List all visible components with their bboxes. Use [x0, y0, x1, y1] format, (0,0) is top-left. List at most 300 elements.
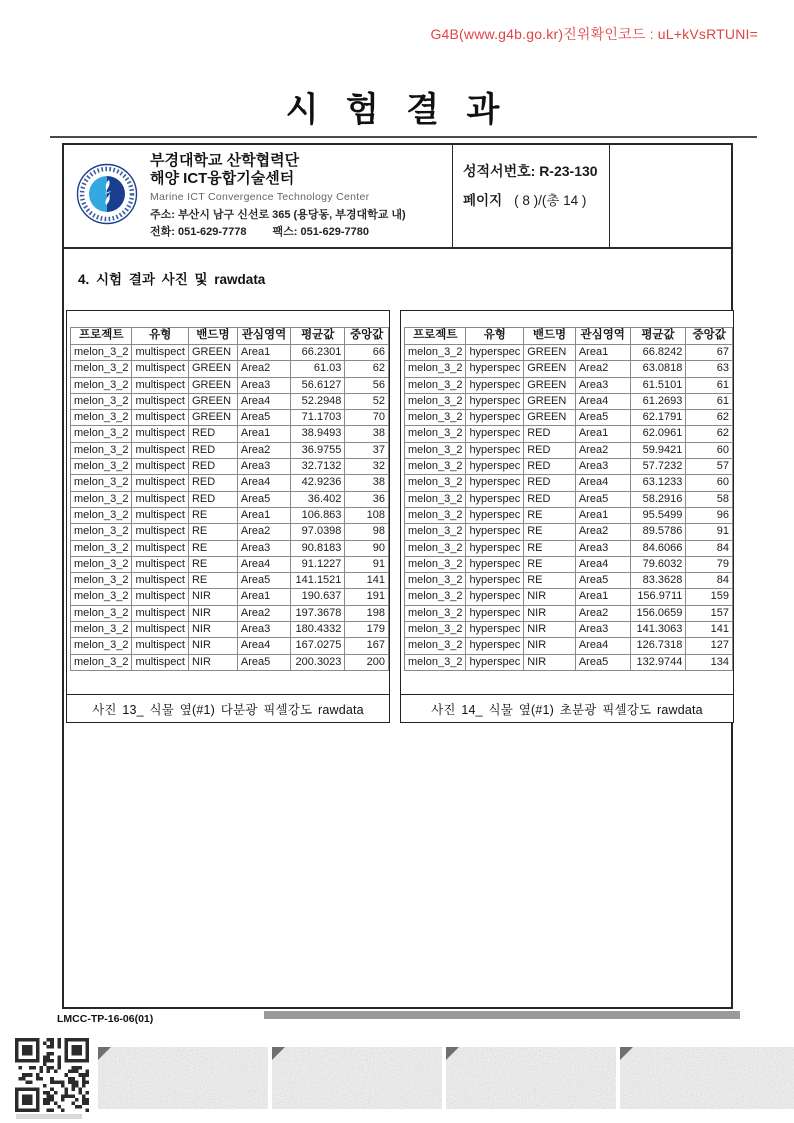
table-cell: Area1	[575, 589, 630, 605]
table-cell: Area4	[575, 475, 630, 491]
column-header: 중앙값	[345, 328, 389, 345]
table-cell: hyperspec	[466, 491, 524, 507]
table-cell: 38	[345, 475, 389, 491]
signature-strip-4	[620, 1047, 794, 1109]
table-cell: RE	[188, 540, 237, 556]
table-cell: 95.5499	[630, 507, 686, 523]
table-cell: 190.637	[291, 589, 345, 605]
org-name-line2: 해양 ICT융합기술센터	[150, 170, 295, 188]
table-cell: melon_3_2	[405, 524, 466, 540]
table-cell: melon_3_2	[405, 377, 466, 393]
table-cell: melon_3_2	[71, 393, 132, 409]
table-cell: 91.1227	[291, 556, 345, 572]
table-cell: 167	[345, 638, 389, 654]
table-cell: multispect	[132, 345, 189, 361]
table-cell: 62	[686, 426, 733, 442]
table-cell: Area3	[575, 622, 630, 638]
table-cell: multispect	[132, 573, 189, 589]
table-cell: melon_3_2	[71, 426, 132, 442]
table-cell: melon_3_2	[71, 589, 132, 605]
table-cell: melon_3_2	[71, 638, 132, 654]
table-cell: 84.6066	[630, 540, 686, 556]
page-title: 시 험 결 과	[285, 91, 509, 129]
table-cell: 200.3023	[291, 654, 345, 670]
table-cell: multispect	[132, 442, 189, 458]
table-row	[405, 605, 733, 621]
table-cell: multispect	[132, 426, 189, 442]
table-cell: hyperspec	[466, 361, 524, 377]
table-cell: 36	[345, 491, 389, 507]
table-cell: melon_3_2	[71, 507, 132, 523]
table-cell: RED	[188, 442, 237, 458]
title-divider	[50, 136, 757, 138]
table-cell: melon_3_2	[405, 475, 466, 491]
table-row	[405, 589, 733, 605]
table-cell: 198	[345, 605, 389, 621]
table-cell: melon_3_2	[405, 622, 466, 638]
table-row	[405, 638, 733, 654]
table-cell: RED	[524, 475, 576, 491]
table-cell: 90.8183	[291, 540, 345, 556]
table-cell: RE	[188, 573, 237, 589]
table-cell: 56.6127	[291, 377, 345, 393]
table-cell: 66.2301	[291, 345, 345, 361]
table-cell: hyperspec	[466, 556, 524, 572]
table-cell: NIR	[188, 654, 237, 670]
table-cell: NIR	[524, 638, 576, 654]
report-header	[64, 145, 731, 249]
report-meta-cell	[452, 145, 609, 247]
table-cell: 132.9744	[630, 654, 686, 670]
org-name-line1: 부경대학교 산학협력단	[150, 151, 300, 169]
table-cell: NIR	[188, 622, 237, 638]
column-header: 밴드명	[524, 328, 576, 345]
table-cell: RE	[524, 507, 576, 523]
table-cell: Area4	[575, 393, 630, 409]
table-cell: melon_3_2	[405, 426, 466, 442]
table-cell: melon_3_2	[405, 491, 466, 507]
table-cell: Area1	[237, 345, 290, 361]
table-cell: 84	[686, 573, 733, 589]
table-cell: melon_3_2	[71, 361, 132, 377]
table-cell: hyperspec	[466, 442, 524, 458]
hyperspectral-rawdata-table	[404, 327, 733, 671]
table-cell: 90	[345, 540, 389, 556]
table-cell: melon_3_2	[405, 459, 466, 475]
table-row	[405, 442, 733, 458]
table-cell: NIR	[524, 622, 576, 638]
table-row	[405, 540, 733, 556]
table-row	[71, 524, 389, 540]
table-row	[71, 426, 389, 442]
table-cell: Area5	[575, 491, 630, 507]
table-cell: melon_3_2	[405, 605, 466, 621]
table-cell: melon_3_2	[71, 524, 132, 540]
table-cell: Area5	[237, 573, 290, 589]
table-cell: hyperspec	[466, 345, 524, 361]
table-cell: RED	[188, 426, 237, 442]
multispectral-table-caption: 사진 13_ 식물 옆(#1) 다분광 픽셀강도 rawdata	[67, 694, 389, 722]
report-number: 성적서번호: R-23-130	[463, 163, 598, 179]
table-cell: multispect	[132, 605, 189, 621]
table-row	[71, 540, 389, 556]
table-cell: melon_3_2	[405, 361, 466, 377]
table-cell: 156.9711	[630, 589, 686, 605]
table-cell: GREEN	[524, 393, 576, 409]
table-cell: hyperspec	[466, 540, 524, 556]
table-cell: hyperspec	[466, 622, 524, 638]
table-row	[405, 475, 733, 491]
table-cell: hyperspec	[466, 638, 524, 654]
table-cell: multispect	[132, 393, 189, 409]
table-cell: Area2	[237, 361, 290, 377]
table-cell: Area2	[575, 524, 630, 540]
table-cell: melon_3_2	[71, 605, 132, 621]
table-cell: 108	[345, 507, 389, 523]
table-row	[405, 654, 733, 670]
document-code: LMCC-TP-16-06(01)	[57, 1013, 154, 1025]
table-cell: 197.3678	[291, 605, 345, 621]
table-cell: Area1	[575, 507, 630, 523]
table-cell: 159	[686, 589, 733, 605]
table-row	[71, 622, 389, 638]
table-row	[71, 654, 389, 670]
table-cell: melon_3_2	[71, 442, 132, 458]
table-cell: 42.9236	[291, 475, 345, 491]
table-cell: 106.863	[291, 507, 345, 523]
table-row	[405, 524, 733, 540]
table-row	[405, 507, 733, 523]
table-cell: 59.9421	[630, 442, 686, 458]
multispectral-rawdata-table	[70, 327, 389, 671]
table-cell: Area5	[575, 410, 630, 426]
table-cell: 200	[345, 654, 389, 670]
table-cell: hyperspec	[466, 426, 524, 442]
signature-strip-2	[272, 1047, 442, 1109]
table-cell: Area3	[237, 377, 290, 393]
table-cell: hyperspec	[466, 573, 524, 589]
table-row	[71, 410, 389, 426]
table-cell: hyperspec	[466, 654, 524, 670]
table-cell: hyperspec	[466, 524, 524, 540]
table-cell: GREEN	[524, 377, 576, 393]
table-cell: 57.7232	[630, 459, 686, 475]
verification-code: G4B(www.g4b.go.kr)진위확인코드 : uL+kVsRTUNI=	[430, 26, 758, 42]
table-cell: 56	[345, 377, 389, 393]
table-cell: 96	[686, 507, 733, 523]
table-cell: melon_3_2	[405, 442, 466, 458]
table-cell: 57	[686, 459, 733, 475]
table-cell: 38.9493	[291, 426, 345, 442]
table-cell: NIR	[524, 605, 576, 621]
table-cell: 36.9755	[291, 442, 345, 458]
table-cell: melon_3_2	[405, 345, 466, 361]
table-cell: 179	[345, 622, 389, 638]
table-cell: GREEN	[524, 361, 576, 377]
table-cell: GREEN	[524, 410, 576, 426]
table-cell: 97.0398	[291, 524, 345, 540]
table-cell: 32.7132	[291, 459, 345, 475]
table-cell: RED	[524, 442, 576, 458]
table-cell: Area2	[575, 361, 630, 377]
table-cell: GREEN	[188, 345, 237, 361]
table-cell: multispect	[132, 524, 189, 540]
table-cell: 191	[345, 589, 389, 605]
table-cell: Area3	[237, 540, 290, 556]
table-cell: RE	[188, 556, 237, 572]
table-cell: 63.1233	[630, 475, 686, 491]
table-cell: Area3	[575, 540, 630, 556]
table-cell: 60	[686, 442, 733, 458]
table-row	[71, 377, 389, 393]
org-cell	[64, 145, 452, 247]
table-row	[71, 605, 389, 621]
table-row	[71, 393, 389, 409]
table-cell: hyperspec	[466, 475, 524, 491]
table-cell: melon_3_2	[71, 410, 132, 426]
table-cell: multispect	[132, 638, 189, 654]
table-cell: 36.402	[291, 491, 345, 507]
table-cell: GREEN	[524, 345, 576, 361]
table-cell: 60	[686, 475, 733, 491]
org-contact	[150, 224, 406, 241]
table-cell: 66.8242	[630, 345, 686, 361]
table-cell: 141	[345, 573, 389, 589]
table-cell: melon_3_2	[71, 345, 132, 361]
table-cell: Area5	[237, 654, 290, 670]
column-header: 밴드명	[188, 328, 237, 345]
table-row	[71, 638, 389, 654]
table-cell: Area2	[237, 605, 290, 621]
table-cell: melon_3_2	[405, 540, 466, 556]
table-cell: RE	[188, 524, 237, 540]
table-cell: Area2	[575, 442, 630, 458]
table-cell: 157	[686, 605, 733, 621]
table-cell: 63.0818	[630, 361, 686, 377]
table-cell: multispect	[132, 654, 189, 670]
table-header-row	[71, 328, 389, 345]
table-cell: Area5	[575, 654, 630, 670]
table-row	[71, 459, 389, 475]
table-cell: Area4	[237, 556, 290, 572]
table-cell: melon_3_2	[405, 556, 466, 572]
column-header: 프로젝트	[405, 328, 466, 345]
column-header: 프로젝트	[71, 328, 132, 345]
table-cell: 63	[686, 361, 733, 377]
table-cell: melon_3_2	[71, 475, 132, 491]
table-cell: multispect	[132, 459, 189, 475]
table-cell: RED	[524, 426, 576, 442]
table-cell: Area3	[237, 459, 290, 475]
table-cell: RED	[188, 475, 237, 491]
table-cell: hyperspec	[466, 410, 524, 426]
table-cell: GREEN	[188, 361, 237, 377]
table-cell: NIR	[188, 605, 237, 621]
table-cell: melon_3_2	[71, 540, 132, 556]
table-row	[405, 410, 733, 426]
table-cell: RE	[524, 573, 576, 589]
table-cell: melon_3_2	[405, 654, 466, 670]
table-cell: 61	[686, 393, 733, 409]
table-cell: Area4	[575, 638, 630, 654]
table-cell: melon_3_2	[405, 589, 466, 605]
table-cell: multispect	[132, 622, 189, 638]
table-header-row	[405, 328, 733, 345]
table-cell: melon_3_2	[71, 573, 132, 589]
table-cell: 141.3063	[630, 622, 686, 638]
footer-bar	[264, 1011, 740, 1019]
column-header: 유형	[132, 328, 189, 345]
table-cell: RE	[188, 507, 237, 523]
table-row	[71, 507, 389, 523]
table-cell: hyperspec	[466, 393, 524, 409]
table-cell: 79	[686, 556, 733, 572]
table-cell: melon_3_2	[405, 393, 466, 409]
table-row	[71, 442, 389, 458]
table-cell: melon_3_2	[405, 638, 466, 654]
table-cell: Area4	[237, 475, 290, 491]
section-title: 4. 시험 결과 사진 및 rawdata	[78, 272, 266, 287]
table-cell: multispect	[132, 361, 189, 377]
table-cell: 52	[345, 393, 389, 409]
table-cell: hyperspec	[466, 589, 524, 605]
page-indicator: 페이지 ( 8 )/(총 14 )	[463, 193, 587, 208]
table-row	[405, 459, 733, 475]
table-row	[405, 491, 733, 507]
table-row	[405, 426, 733, 442]
table-cell: 37	[345, 442, 389, 458]
table-cell: multispect	[132, 410, 189, 426]
table-cell: melon_3_2	[405, 573, 466, 589]
table-cell: multispect	[132, 589, 189, 605]
table-cell: Area2	[575, 605, 630, 621]
table-cell: 91	[686, 524, 733, 540]
table-cell: 62.0961	[630, 426, 686, 442]
column-header: 중앙값	[686, 328, 733, 345]
table-cell: 66	[345, 345, 389, 361]
table-row	[405, 377, 733, 393]
table-cell: melon_3_2	[405, 410, 466, 426]
table-row	[71, 589, 389, 605]
hyperspectral-table-block	[400, 310, 734, 723]
table-cell: multispect	[132, 377, 189, 393]
table-cell: hyperspec	[466, 377, 524, 393]
table-cell: melon_3_2	[71, 491, 132, 507]
table-cell: multispect	[132, 475, 189, 491]
table-cell: melon_3_2	[71, 377, 132, 393]
table-cell: multispect	[132, 491, 189, 507]
table-cell: NIR	[188, 638, 237, 654]
table-cell: RE	[524, 540, 576, 556]
table-cell: 38	[345, 426, 389, 442]
table-cell: RED	[524, 491, 576, 507]
table-cell: melon_3_2	[71, 459, 132, 475]
table-cell: NIR	[188, 589, 237, 605]
column-header: 유형	[466, 328, 524, 345]
org-fax: 팩스: 051-629-7780	[272, 225, 369, 238]
table-cell: 180.4332	[291, 622, 345, 638]
table-cell: Area5	[575, 573, 630, 589]
table-cell: hyperspec	[466, 507, 524, 523]
table-cell: GREEN	[188, 410, 237, 426]
table-cell: 91	[345, 556, 389, 572]
table-row	[405, 573, 733, 589]
table-cell: Area1	[237, 426, 290, 442]
org-text-block	[150, 152, 406, 241]
table-cell: 32	[345, 459, 389, 475]
table-cell: 83.3628	[630, 573, 686, 589]
table-cell: 61	[686, 377, 733, 393]
table-cell: 61.2693	[630, 393, 686, 409]
table-row	[405, 556, 733, 572]
table-cell: multispect	[132, 507, 189, 523]
table-cell: Area1	[237, 507, 290, 523]
table-row	[71, 556, 389, 572]
table-cell: Area1	[575, 345, 630, 361]
qr-caption-smudge	[16, 1114, 82, 1119]
table-cell: 58.2916	[630, 491, 686, 507]
table-row	[405, 361, 733, 377]
table-cell: RE	[524, 524, 576, 540]
multispectral-table-block	[66, 310, 390, 723]
header-empty-cell	[609, 145, 731, 247]
table-cell: Area4	[575, 556, 630, 572]
org-name-english: Marine ICT Convergence Technology Center	[150, 191, 370, 204]
table-cell: Area3	[575, 459, 630, 475]
table-cell: 61.03	[291, 361, 345, 377]
column-header: 평균값	[630, 328, 686, 345]
table-cell: RED	[188, 491, 237, 507]
table-cell: melon_3_2	[71, 654, 132, 670]
table-cell: 84	[686, 540, 733, 556]
table-cell: Area5	[237, 491, 290, 507]
table-cell: multispect	[132, 540, 189, 556]
table-cell: Area4	[237, 638, 290, 654]
table-cell: melon_3_2	[71, 556, 132, 572]
table-cell: 141.1521	[291, 573, 345, 589]
table-row	[71, 491, 389, 507]
table-cell: 71.1703	[291, 410, 345, 426]
table-row	[405, 345, 733, 361]
table-cell: 70	[345, 410, 389, 426]
table-cell: hyperspec	[466, 459, 524, 475]
column-header: 관심영역	[237, 328, 290, 345]
table-cell: multispect	[132, 556, 189, 572]
qr-code-icon	[14, 1038, 90, 1112]
table-cell: GREEN	[188, 377, 237, 393]
column-header: 평균값	[291, 328, 345, 345]
table-cell: Area2	[237, 442, 290, 458]
table-cell: 167.0275	[291, 638, 345, 654]
table-cell: 156.0659	[630, 605, 686, 621]
hyperspectral-table-wrap	[404, 327, 733, 671]
table-cell: 61.5101	[630, 377, 686, 393]
table-cell: GREEN	[188, 393, 237, 409]
table-cell: melon_3_2	[71, 622, 132, 638]
university-logo-icon	[76, 163, 138, 230]
org-phone: 전화: 051-629-7778	[150, 225, 247, 238]
table-cell: 67	[686, 345, 733, 361]
hyperspectral-table-caption: 사진 14_ 식물 옆(#1) 초분광 픽셀강도 rawdata	[401, 694, 733, 722]
table-cell: 58	[686, 491, 733, 507]
table-cell: Area3	[575, 377, 630, 393]
table-cell: 141	[686, 622, 733, 638]
signature-strip-3	[446, 1047, 616, 1109]
multispectral-table-wrap	[70, 327, 389, 671]
table-cell: Area1	[575, 426, 630, 442]
table-row	[71, 475, 389, 491]
table-cell: 52.2948	[291, 393, 345, 409]
